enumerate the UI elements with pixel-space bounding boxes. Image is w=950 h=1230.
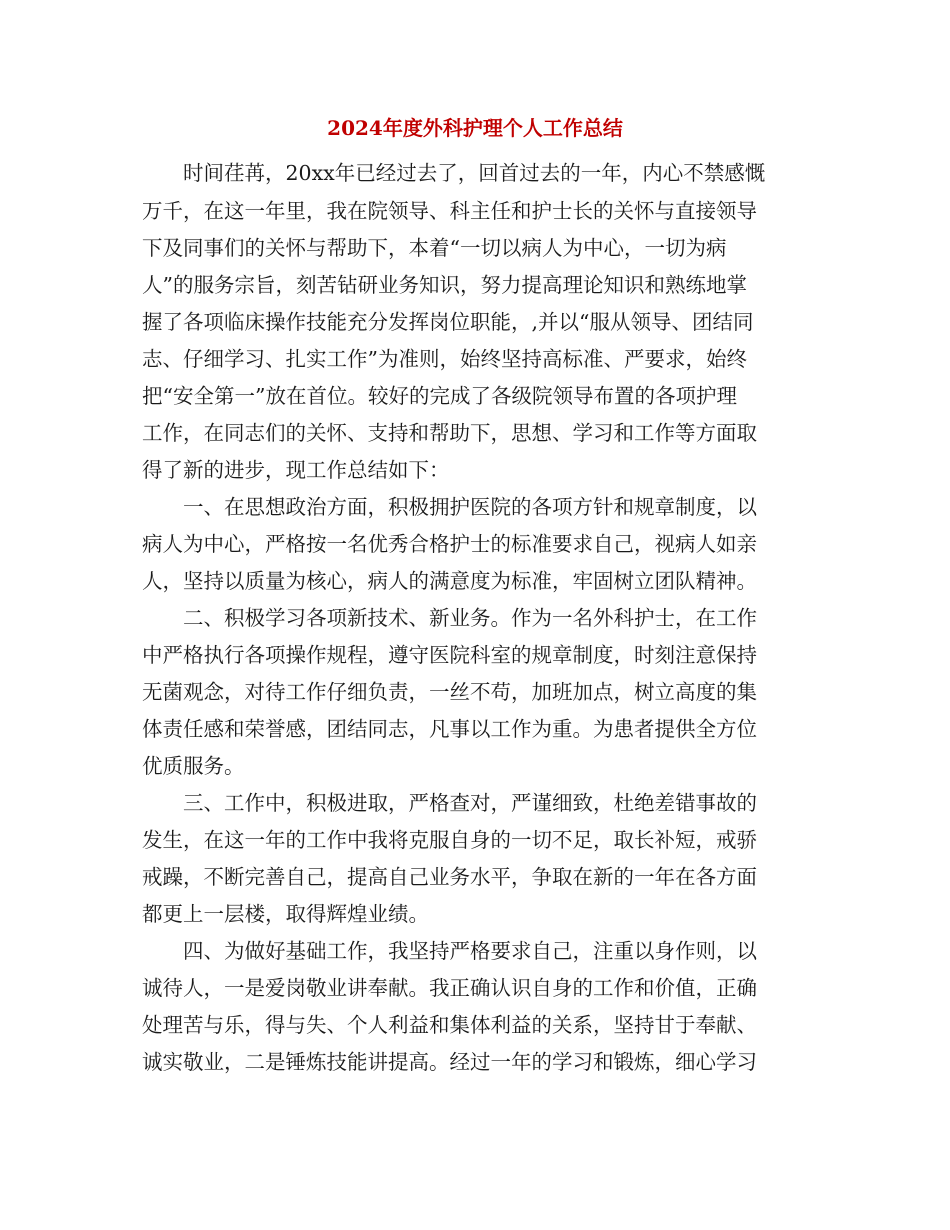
body-line: 诚实敬业，二是锤炼技能讲提高。经过一年的学习和锻炼，细心学习 (142, 1050, 757, 1074)
body-line: 病人为中心，严格按一名优秀合格护士的标准要求自己，视病人如亲 (142, 532, 757, 556)
body-line: 四、为做好基础工作，我坚持严格要求自己，注重以身作则，以 (142, 939, 757, 963)
body-line: 工作，在同志们的关怀、支持和帮助下，思想、学习和工作等方面取 (142, 421, 757, 445)
body-line: 得了新的进步，现工作总结如下： (142, 458, 450, 482)
body-line: 一、在思想政治方面，积极拥护医院的各项方针和规章制度，以 (142, 495, 757, 519)
body-line: 万千，在这一年里，我在院领导、科主任和护士长的关怀与直接领导 (142, 199, 757, 223)
body-line: 人，坚持以质量为核心，病人的满意度为标准，牢固树立团队精神。 (142, 569, 757, 593)
body-line: 发生，在这一年的工作中我将克服自身的一切不足，取长补短，戒骄 (142, 828, 757, 852)
body-line: 握了各项临床操作技能充分发挥岗位职能，,并以“服从领导、团结同 (142, 310, 754, 334)
body-line: 人”的服务宗旨，刻苦钻研业务知识，努力提高理论知识和熟练地掌 (142, 273, 747, 297)
body-line: 优质服务。 (142, 754, 245, 778)
body-line: 处理苦与乐，得与失、个人利益和集体利益的关系，坚持甘于奉献、 (142, 1013, 757, 1037)
body-line: 把“安全第一”放在首位。较好的完成了各级院领导布置的各项护理 (142, 384, 737, 408)
body-line: 都更上一层楼，取得辉煌业绩。 (142, 902, 429, 926)
body-line: 下及同事们的关怀与帮助下，本着“一切以病人为中心，一切为病 (142, 236, 727, 260)
body-line: 无菌观念，对待工作仔细负责，一丝不苟，加班加点，树立高度的集 (142, 680, 757, 704)
body-line: 戒躁，不断完善自己，提高自己业务水平，争取在新的一年在各方面 (142, 865, 757, 889)
document-title: 2024年度外科护理个人工作总结 (327, 116, 623, 140)
body-line: 时间荏苒，20xx年已经过去了，回首过去的一年，内心不禁感慨 (142, 161, 766, 185)
body-line: 志、仔细学习、扎实工作”为准则，始终坚持高标准、严要求，始终 (142, 347, 747, 371)
body-line: 二、积极学习各项新技术、新业务。作为一名外科护士，在工作 (142, 606, 757, 630)
body-line: 中严格执行各项操作规程，遵守医院科室的规章制度，时刻注意保持 (142, 643, 757, 667)
body-line: 三、工作中，积极进取，严格查对，严谨细致，杜绝差错事故的 (142, 791, 757, 815)
body-line: 体责任感和荣誉感，团结同志，凡事以工作为重。为患者提供全方位 (142, 717, 757, 741)
body-line: 诚待人，一是爱岗敬业讲奉献。我正确认识自身的工作和价值，正确 (142, 976, 757, 1000)
